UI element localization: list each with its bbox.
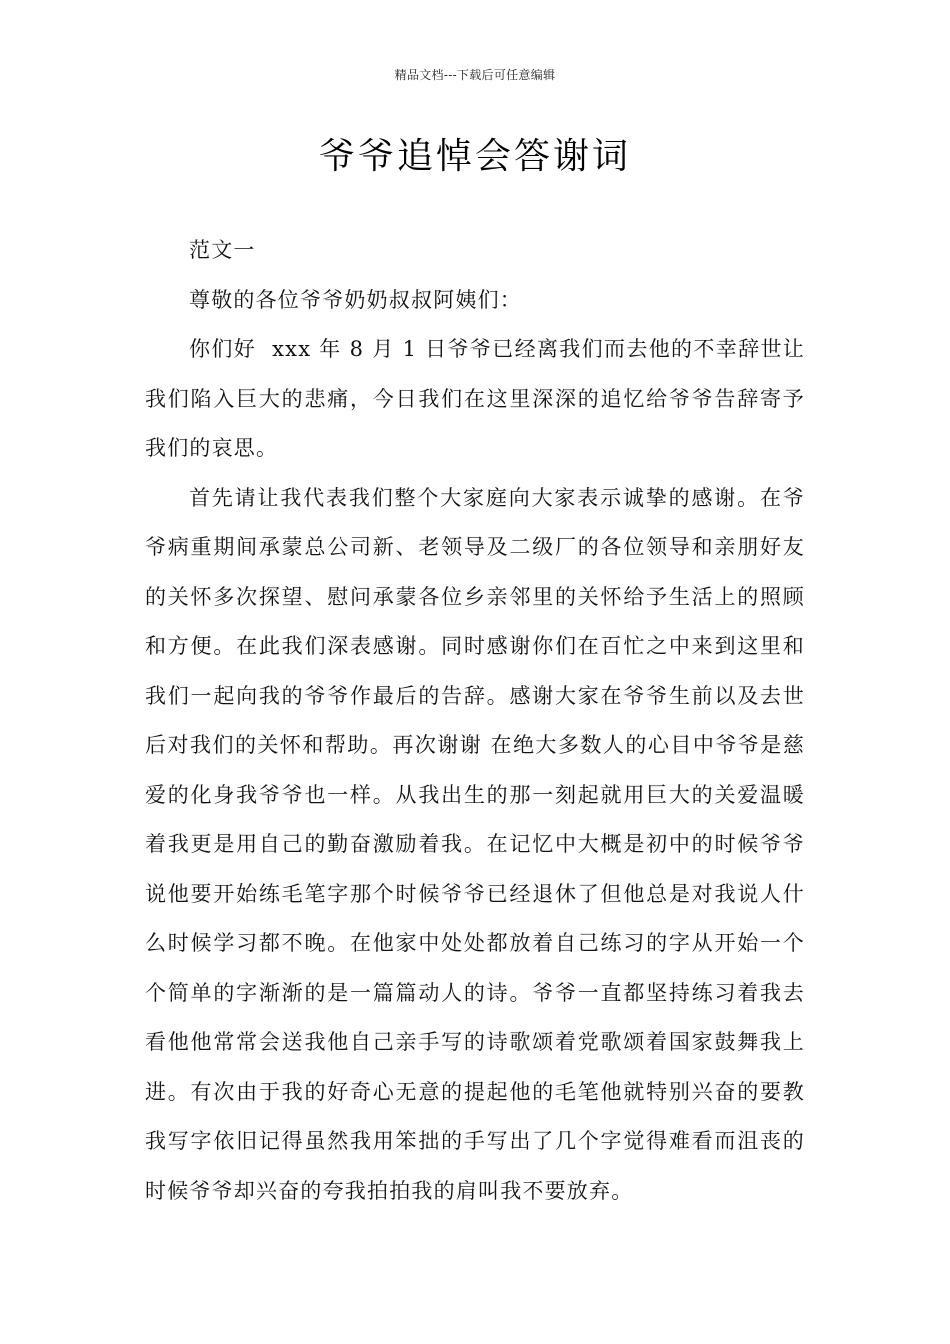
paragraph-greeting: 你们好 xxx 年 8 月 1 日爷爷已经离我们而去他的不幸辞世让我们陷入巨大的悲痛，今日我们在这里深深的追忆给爷爷告辞寄予我们的哀思。 [145, 337, 805, 460]
paragraph-label: 范文一 [189, 238, 256, 262]
page-title: 爷爷追悼会答谢词 [318, 136, 631, 177]
header-note: 精品文档---下载后可任意编辑 [394, 68, 556, 82]
paragraph-main: 首先请让我代表我们整个大家庭向大家表示诚挚的感谢。在爷爷病重期间承蒙总公司新、老领导及二级厂的各位领导和亲朋好友的关怀多次探望、慰问承蒙各位乡亲邻里的关怀给予生活上的照顾和方便。在此我们深表感谢。同时感谢你们在百忙之中来到这里和我们一起向我的爷爷作最后的告辞。感谢大家在爷爷生前以及去世后对我们的关怀和帮助。再次谢谢 在绝大多数人的心目中爷爷是慈爱的化身我爷爷也一样。从我出生的那一刻起就用巨大的关爱温暖着我更是用自己的勤奋激励着我。在记忆中大概是初中的时候爷爷说他要开始练毛笔字那个时候爷爷已经退休了但他总是对我说人什么时候学习都不晚。在他家中处处都放着自己练习的字从开始一个个简单的字渐渐的是一篇篇动人的诗。爷爷一直都坚持练习着我去看他他常常会送我他自己亲手写的诗歌颂着党歌颂着国家鼓舞我上进。有次由于我的好奇心无意的提起他的毛笔他就特别兴奋的要教我写字依旧记得虽然我用笨拙的手写出了几个字觉得难看而沮丧的时候爷爷却兴奋的夸我拍拍我的肩叫我不要放弃。 [145, 485, 805, 1203]
document-body [145, 226, 805, 1216]
paragraph-salutation: 尊敬的各位爷爷奶奶叔叔阿姨们： [189, 287, 522, 312]
